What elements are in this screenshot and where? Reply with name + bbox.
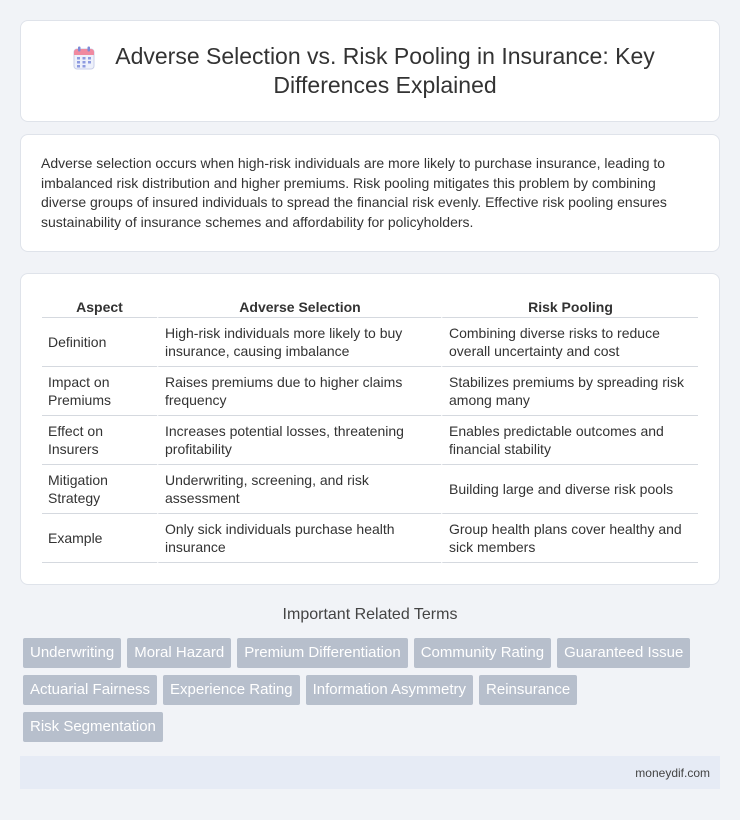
related-terms-heading: Important Related Terms (282, 606, 458, 623)
risk-pooling-cell: Combining diverse risks to reduce overall uncertainty and cost (441, 318, 698, 367)
risk-pooling-cell: Enables predictable outcomes and financial stability (441, 416, 698, 465)
table-row (42, 465, 698, 514)
intro-card (20, 134, 720, 252)
adverse-selection-cell: Raises premiums due to higher claims frequency (157, 367, 441, 416)
aspect-cell: Definition (42, 318, 157, 367)
related-term-tag[interactable]: Moral Hazard (127, 638, 231, 668)
related-terms-list (23, 638, 723, 742)
comparison-table-card (20, 273, 720, 585)
adverse-selection-cell: Underwriting, screening, and risk assessment (157, 465, 441, 514)
adverse-selection-cell: Only sick individuals purchase health insurance (157, 514, 441, 563)
table-row (42, 367, 698, 416)
adverse-selection-cell: High-risk individuals more likely to buy insurance, causing imbalance (157, 318, 441, 367)
related-term-tag[interactable]: Experience Rating (163, 675, 300, 705)
table-header-row (42, 294, 698, 318)
related-term-tag[interactable]: Underwriting (23, 638, 121, 668)
column-header: Risk Pooling (441, 294, 698, 318)
column-header: Aspect (42, 294, 157, 318)
related-term-tag[interactable]: Guaranteed Issue (557, 638, 690, 668)
related-term-tag[interactable]: Community Rating (414, 638, 551, 668)
related-term-tag[interactable]: Reinsurance (479, 675, 577, 705)
header-card (20, 20, 720, 122)
aspect-cell: Mitigation Strategy (42, 465, 157, 514)
site-name[interactable]: moneydif.com (635, 766, 710, 780)
risk-pooling-cell: Stabilizes premiums by spreading risk among many (441, 367, 698, 416)
table-row (42, 318, 698, 367)
footer (20, 756, 720, 789)
intro-text: Adverse selection occurs when high-risk individuals are more likely to purchase insurance, leading to imbalanced risk distribution and higher premiums. Risk pooling mitigates this problem by combining diverse groups of insured individuals to spread the financial risk evenly. Effective risk pooling ensures sustainability of insurance schemes and affordability for policyholders. (41, 155, 667, 230)
aspect-cell: Impact on Premiums (42, 367, 157, 416)
column-header: Adverse Selection (157, 294, 441, 318)
risk-pooling-cell: Building large and diverse risk pools (441, 465, 698, 514)
table-row (42, 514, 698, 563)
page-title: Adverse Selection vs. Risk Pooling in Insurance: Key Differences Explained (115, 43, 655, 98)
aspect-cell: Effect on Insurers (42, 416, 157, 465)
comparison-table (42, 294, 698, 563)
related-term-tag[interactable]: Premium Differentiation (237, 638, 407, 668)
risk-pooling-cell: Group health plans cover healthy and sick members (441, 514, 698, 563)
related-term-tag[interactable]: Actuarial Fairness (23, 675, 157, 705)
table-row (42, 416, 698, 465)
adverse-selection-cell: Increases potential losses, threatening profitability (157, 416, 441, 465)
related-term-tag[interactable]: Information Asymmetry (306, 675, 473, 705)
aspect-cell: Example (42, 514, 157, 563)
related-term-tag[interactable]: Risk Segmentation (23, 712, 163, 742)
